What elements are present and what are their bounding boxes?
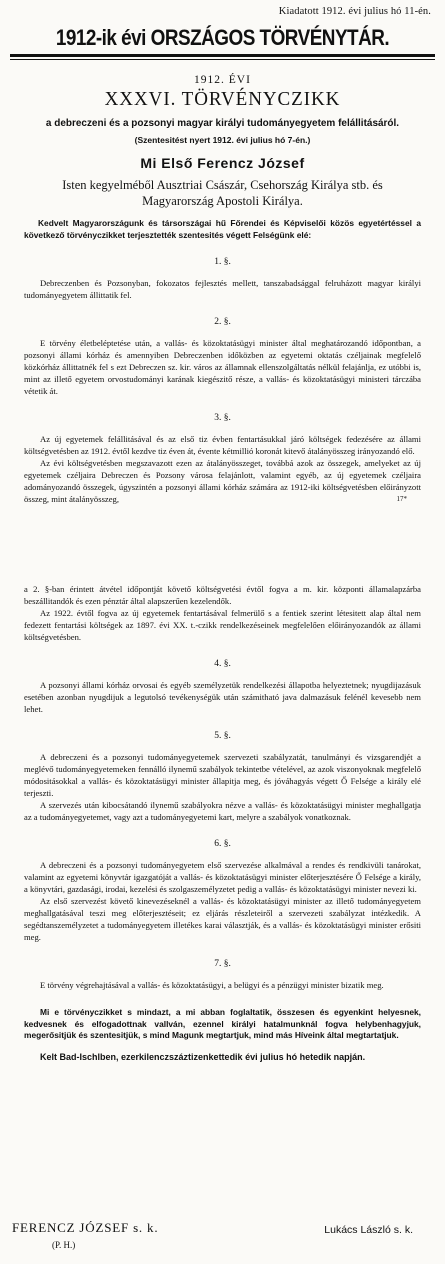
section-paragraph: Az első szervezést követő kinevezéseknél a vallás- és közoktatásügyi minister az illető tudományegyetem meghallgatásával teszi meg előterjesztéseit; ez eljárás részleteiről a szervezeti szabályzat intézkedik. A segédtanszemélyzetet a tudományegyetem illetékes karai választják, és a vallás- és közoktatásügyi minister erősiti meg.	[24, 896, 421, 942]
section-heading: 1. §.	[214, 257, 231, 267]
page-number: 17*	[396, 495, 407, 503]
section-heading: 5. §.	[214, 731, 231, 741]
king-signature: FERENCZ JÓZSEF s. k.	[12, 1220, 159, 1235]
page-break-space	[10, 503, 435, 583]
issue-date: Kiadatott 1912. évi julius hó 11-én.	[278, 6, 431, 17]
section-paragraph: Az 1922. évtől fogva az új egyetemek fentartásával felmerülő s a fentiek szerint létesitett alap által nem fedezett fentartási költségek az 1897. évi XX. t.-czikk rendelkezéseinek megfelelően előirányozandók az állami költségvetésben.	[24, 608, 421, 642]
section-paragraph: E törvény életbeléptetése után, a vallás- és közoktatásügyi minister által meghatározandó időpontban, a pozsonyi állami kórház és amennyiben Debreczenben időközben az egyetemi oktatás czéljainak megfelelő közkórház állittatnék fel s ezt Debreczen sz. kir. város az államnak ellenszolgáltatás nélkül felajánlja, ez utóbbi is, mint az illető egyetem orvostudományi karának kiegészitő része, a vallás- és közoktatásügyi ministeri tárczába vétetik át.	[24, 338, 421, 396]
section-heading: 7. §.	[214, 959, 231, 969]
act-year: 1912. ÉVI	[194, 74, 251, 86]
section-heading: 3. §.	[214, 413, 231, 423]
section-paragraph: A pozsonyi állami kórház orvosai és egyéb személyzetük rendelkezési állapotba helyeztetnek; nyugdijazásuk esetében azonban nyugdijuk a legutolsó tevékenységük után számitható java dalmazásuk felénél kevesebb nem lehet.	[24, 680, 421, 714]
section-paragraph: E törvény végrehajtásával a vallás- és közoktatásügyi, a belügyi és a pénzügyi minister bizatik meg.	[40, 980, 384, 990]
section-paragraph: Az új egyetemek felállitásával és az első tiz évben fentartásukkal járó költségek fedezésére az állami költségvetésben az 1912. évtől kezdve tiz éven át, évente kétmillió koronát kitevő átalányösszeg irányozandó elő.	[24, 434, 421, 456]
masthead-title: 1912-ik évi ORSZÁGOS TÖRVÉNYTÁR.	[55, 25, 390, 50]
section-heading: 2. §.	[214, 317, 231, 327]
section-paragraph: Debreczenben és Pozsonyban, fokozatos fejlesztés mellett, tanszabadsággal felruházott magyar királyi tudományegyetem állittatik fel.	[24, 278, 421, 300]
section-paragraph: A debreczeni és a pozsonyi tudományegyetemek szervezeti szabályzatát, tanulmányi és vizsgarendjét a meglévő tudományegyetemeken fennálló ilynemű szabályok tekintetbe vételével, az azok viszonyoknak megfelelő módositásokkal a vallás- és közoktatásügyi minister állapitja meg, és jóváhagyás végett Ő Felsége a király elé terjeszti.	[24, 752, 421, 798]
section-paragraph: A debreczeni és a pozsonyi tudományegyetem első szervezése alkalmával a rendes és rendkivüli tanárokat, valamint az egyetemi könyvtár igazgatóját a vallás- és közoktatásügyi minister előterjesztésére Ő Felsége a király, a könyvtári, gazdasági, irodai, kezelési és szolgaszemélyzetet pedig a vallás- és közoktatásügyi minister nevezi ki.	[24, 860, 421, 894]
minister-signature: Lukács László s. k.	[324, 1224, 413, 1236]
masthead-rule-thin	[10, 59, 435, 60]
preamble: Kedvelt Magyarországunk és társországai hű Főrendei és Képviselői közös egyetértéssel a következő törvényczikket terjesztették szentesités végett Felségünk elé:	[24, 218, 421, 240]
section-heading: 6. §.	[214, 839, 231, 849]
dateline: Kelt Bad-Ischlben, ezerkilenczszáztizenkettedik évi julius hó hetedik napján.	[40, 1051, 366, 1062]
monarch-title-line: Isten kegyelméből Ausztriai Császár, Csehország Királya stb. és	[62, 178, 383, 192]
monarch-titles	[10, 177, 435, 209]
section-heading: 4. §.	[214, 659, 231, 669]
masthead-rule	[10, 54, 435, 57]
act-subject: a debreczeni és a pozsonyi magyar királyi tudományegyetem felállitásáról.	[45, 117, 400, 129]
monarch-title-line: Magyarország Apostoli Királya.	[142, 194, 303, 208]
act-number: XXXVI. TÖRVÉNYCZIKK	[104, 88, 341, 110]
section-paragraph: a 2. §-ban érintett átvétel időpontját követő költségvetési évtől fogva a m. kir. központi államalapzárba beszállitandók és ezen pénztár által alapszerűen kezelendők.	[24, 584, 421, 606]
sanction-note: (Szentesitést nyert 1912. évi julius hó 7-én.)	[134, 135, 311, 145]
section-paragraph: Az évi költségvetésben megszavazott ezen az átalányösszeget, továbbá azok az összegek, amelyeket az új egyetemek czéljaira Debreczen és Pozsony városa felajánlott, valamint egyéb, az új egyetemek czéljaira adományozandó összegek, úgyszintén a pozsonyi állami kórház számára az 1912-iki költségvetésben előirányzott összeg, mint átalányösszeg,	[24, 458, 421, 504]
closing-clause: Mi e törvényczikket s mindazt, a mi abban foglaltatik, összesen és egyenkint helyesnek, kedvesnek és elfogadottnak vallván, ezennel királyi hatalmunknál fogva helybenhagyjuk, megerősitjük és szentesitjük, s mind Magunk megtartjuk, mind más Híveink által megtartatjuk.	[24, 1007, 421, 1040]
section-paragraph: A szervezés után kibocsátandó ilynemű szabályokra nézve a vallás- és közoktatásügyi minister meghallgatja az a tudományegyetemet, vagy azt a tudományegyetemi kart, melyre a szabályok vonatkoznak.	[24, 800, 421, 822]
signature-block	[10, 1220, 435, 1260]
sections	[10, 257, 435, 1062]
monarch-name: Mi Első Ferencz József	[140, 155, 305, 171]
seal-mark: (P. H.)	[52, 1240, 76, 1250]
